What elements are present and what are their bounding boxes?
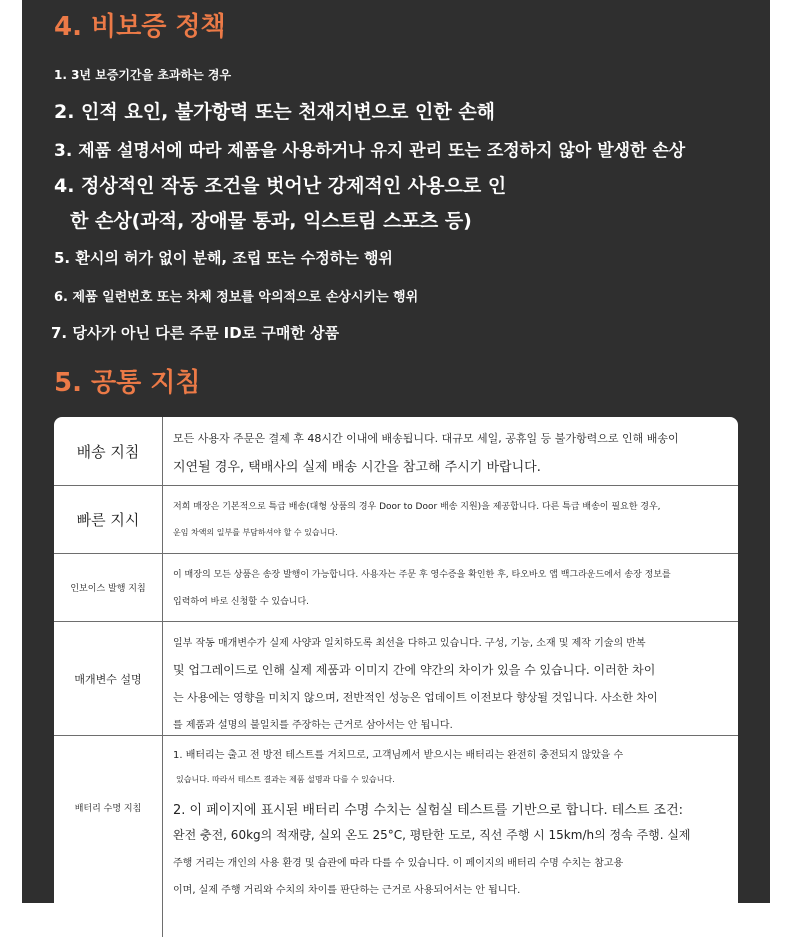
row-key-invoice: 인보이스 발행 지침 [54,554,163,621]
row-key-battery: 배터리 수명 지침 [54,736,163,937]
sec4-item-2: 2. 인적 요인, 불가항력 또는 천재지변으로 인한 손해 [54,101,496,123]
row-line: 완전 충전, 60kg의 적재량, 실외 온도 25°C, 평탄한 도로, 직선 주행 시 15km/h의 정속 주행. 실제 [173,828,691,842]
row-key-shipping: 배송 지침 [54,417,163,485]
row-line: 는 사용에는 영향을 미치지 않으며, 전반적인 성능은 업데이트 이전보다 향상될 것입니다. 사소한 차이 [173,691,658,704]
row-line: 지연될 경우, 택배사의 실제 배송 시간을 참고해 주시기 바랍니다. [173,460,541,475]
row-key-parameters: 매개변수 설명 [54,622,163,735]
row-line: 를 제품과 설명의 불일치를 주장하는 근거로 삼아서는 안 됩니다. [173,720,453,731]
guidelines-table [54,417,738,937]
table-row [54,736,738,937]
sec4-item-7: 7. 당사가 아닌 다른 주문 ID로 구매한 상품 [51,324,340,342]
table-row [54,417,738,486]
row-line: 있습니다. 따라서 테스트 결과는 제품 설명과 다를 수 있습니다. [176,775,395,784]
row-key-express: 빠른 지시 [54,486,163,553]
row-line: 2. 이 페이지에 표시된 배터리 수명 수치는 실험실 테스트를 기반으로 합니다. 테스트 조건: [173,803,684,818]
row-line: 일부 작동 매개변수가 실제 사양과 일치하도록 최선을 다하고 있습니다. 구성, 기능, 소재 및 제작 기술의 반복 [173,638,646,649]
sec4-item-4-line1: 4. 정상적인 작동 조건을 벗어난 강제적인 사용으로 인 [54,175,507,197]
table-row [54,554,738,622]
sec4-item-1: 1. 3년 보증기간을 초과하는 경우 [54,68,232,82]
section-4-title: 4. 비보증 정책 [54,12,226,42]
row-line: 이 매장의 모든 상품은 송장 발행이 가능합니다. 사용자는 주문 후 영수증을 확인한 후, 타오바오 앱 백그라운드에서 송장 정보를 [173,570,671,580]
row-line: 1. 배터리는 출고 전 방전 테스트를 거치므로, 고객님께서 받으시는 배터리는 완전히 충전되지 않았을 수 [173,750,624,761]
row-line: 운임 차액의 일부를 부담하셔야 할 수 있습니다. [173,528,338,537]
sec4-item-6: 6. 제품 일련번호 또는 차체 정보를 악의적으로 손상시키는 행위 [54,290,419,305]
row-line: 및 업그레이드로 인해 실제 제품과 이미지 간에 약간의 차이가 있을 수 있습니다. 이러한 차이 [173,663,656,677]
row-line: 이며, 실제 주행 거리와 수치의 차이를 판단하는 근거로 사용되어서는 안 됩니다. [173,885,521,896]
sec4-item-3: 3. 제품 설명서에 따라 제품을 사용하거나 유지 관리 또는 조정하지 않아 발생한 손상 [54,141,686,161]
row-line: 주행 거리는 개인의 사용 환경 및 습관에 따라 다를 수 있습니다. 이 페이지의 배터리 수명 수치는 참고용 [173,858,624,869]
table-row [54,622,738,736]
row-line: 입력하여 바로 신청할 수 있습니다. [173,597,310,607]
table-row [54,486,738,554]
section-5-title: 5. 공통 지침 [54,368,201,398]
sec4-item-4-line2: 한 손상(과적, 장애물 통과, 익스트림 스포츠 등) [70,210,472,232]
sec4-item-5: 5. 환시의 허가 없이 분해, 조립 또는 수정하는 행위 [54,249,393,267]
row-line: 저희 매장은 기본적으로 특급 배송(대형 상품의 경우 Door to Door 배송 지원)을 제공합니다. 다른 특급 배송이 필요한 경우, [173,502,661,512]
row-line: 모든 사용자 주문은 결제 후 48시간 이내에 배송됩니다. 대규모 세일, 공휴일 등 불가항력으로 인해 배송이 [173,432,679,445]
